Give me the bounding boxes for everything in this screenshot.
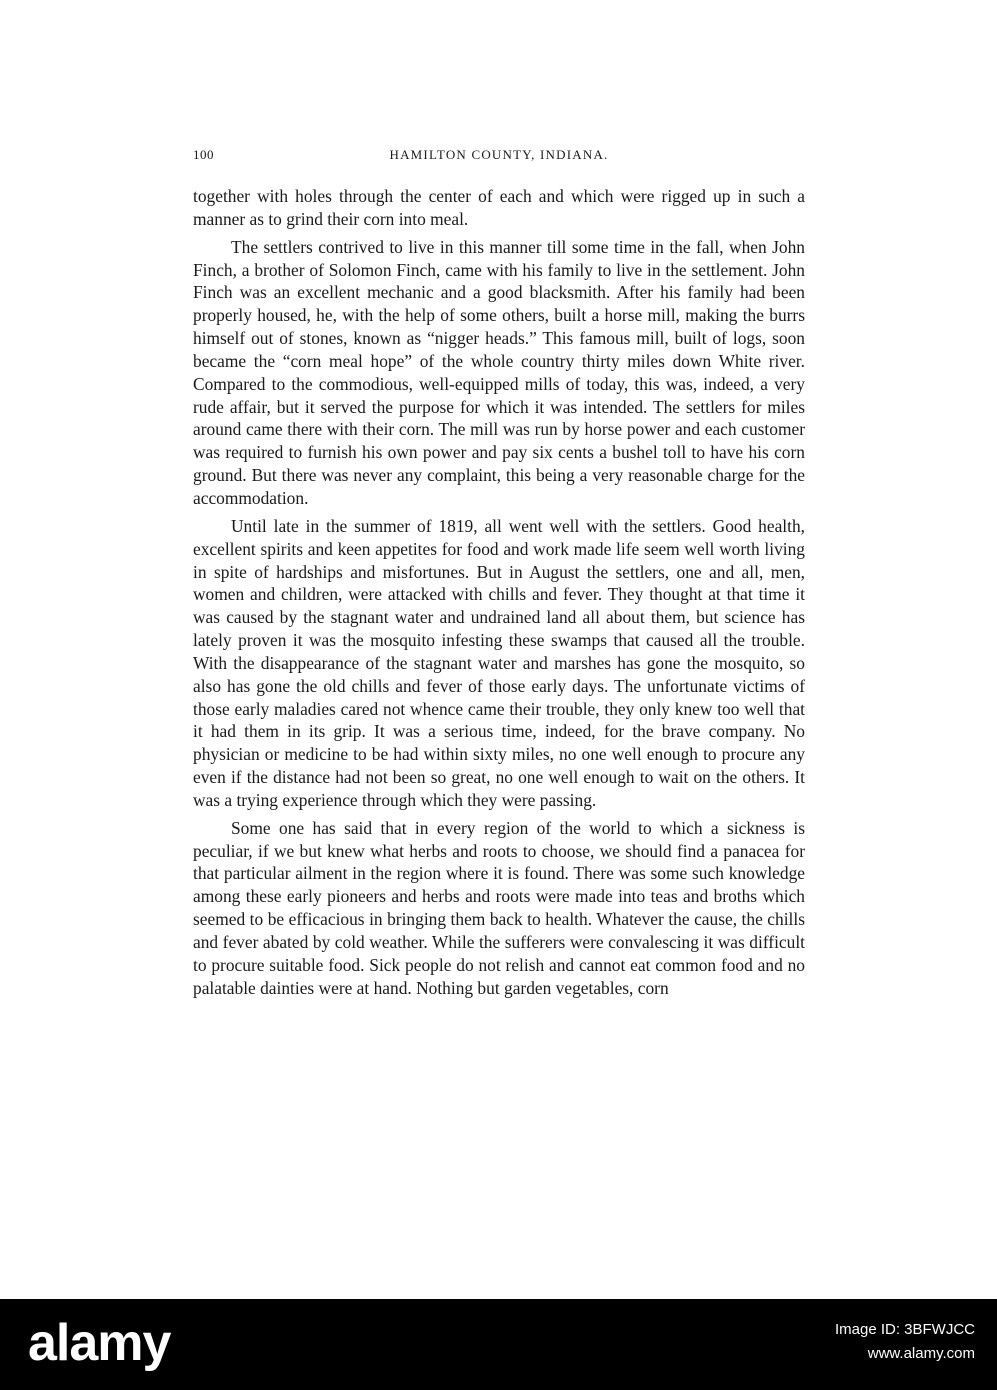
paragraph: Until late in the summer of 1819, all went well with the settlers. Good health, excellent spirits and keen appetites for food and work made life seem well worth living in spite of hardships and misfortunes. But in August the settlers, one and all, men, women and children, were attacked with chills and fever. They thought at that time it was caused by the stagnant water and undrained land all about them, but science has lately proven it was the mosquito infesting these swamps that caused all the trouble. With the disappearance of the stagnant water and marshes has gone the mosquito, so also has gone the old chills and fever of those early days. The unfortunate victims of those early maladies cared not whence came their trouble, they only knew too well that it had them in its grip. It was a serious time, indeed, for the brave company. No physician or medicine to be had within sixty miles, no one well enough to procure any even if the distance had not been so great, no one well enough to wait on the others. It was a trying experience through which they were passing. bbox=[193, 515, 805, 810]
body-text bbox=[193, 185, 805, 1000]
running-head bbox=[193, 147, 805, 169]
page-number: 100 bbox=[193, 147, 214, 162]
paragraph: The settlers contrived to live in this manner till some time in the fall, when John Finch, a brother of Solomon Finch, came with his family to live in the settlement. John Finch was an excellent mechanic and a good blacksmith. After his family had been properly housed, he, with the help of some others, built a horse mill, making the burrs himself out of stones, known as “nigger heads.” This famous mill, built of logs, soon became the “corn meal hope” of the whole country thirty miles down White river. Compared to the commodious, well-equipped mills of today, this was, indeed, a very rude affair, but it served the purpose for which it was intended. The settlers for miles around came there with their corn. The mill was run by horse power and each customer was required to furnish his own power and pay six cents a bushel toll to have his corn ground. But there was never any complaint, this being a very reasonable charge for the accommodation. bbox=[193, 236, 805, 508]
alamy-logo: alamy bbox=[28, 1314, 171, 1372]
running-head-title: HAMILTON COUNTY, INDIANA. bbox=[389, 147, 609, 162]
paragraph: together with holes through the center of each and which were rigged up in such a manner as to grind their corn into meal. bbox=[193, 186, 805, 229]
site-url: www.alamy.com bbox=[867, 1345, 975, 1362]
image-id-label: Image ID: 3BFWJCC bbox=[834, 1321, 975, 1338]
stock-watermark-banner bbox=[0, 1299, 997, 1390]
paragraph: Some one has said that in every region of the world to which a sickness is peculiar, if we but knew what herbs and roots to choose, we should find a panacea for that particular ailment in the region where it is found. There was some such knowledge among these early pioneers and herbs and roots were made into teas and broths which seemed to be efficacious in bringing them back to health. Whatever the cause, the chills and fever abated by cold weather. While the sufferers were convalescing it was difficult to procure suitable food. Sick people do not relish and cannot eat common food and no palatable dainties were at hand. Nothing but garden vegetables, corn bbox=[193, 817, 805, 998]
